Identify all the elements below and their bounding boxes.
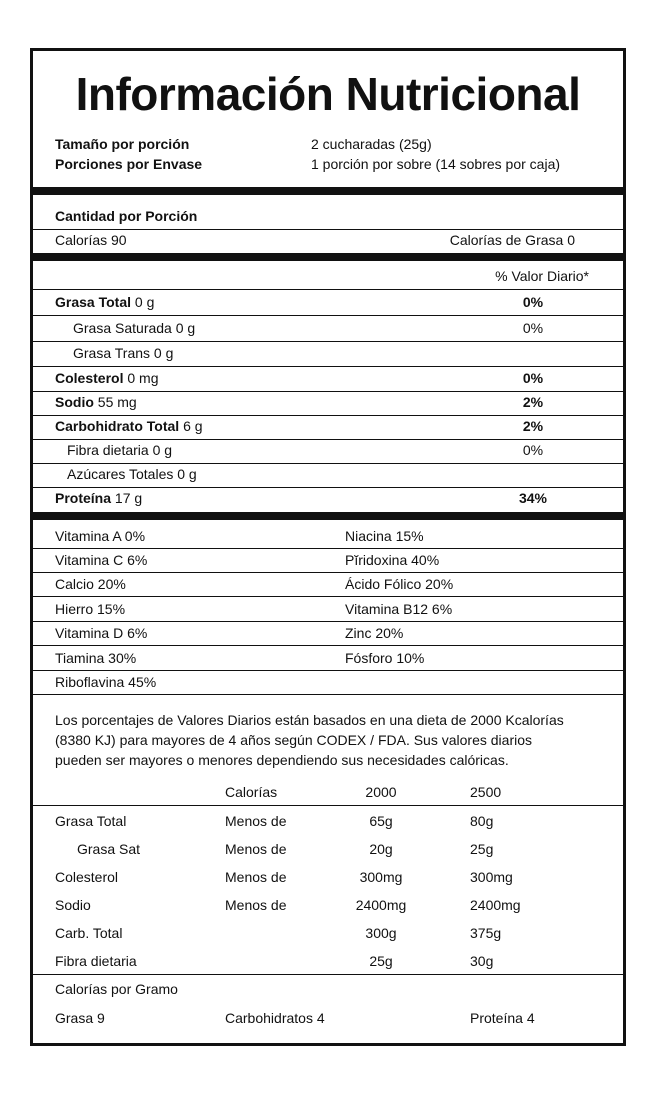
divider (33, 694, 623, 695)
ref-row-2000: 300mg (359, 869, 403, 885)
ref-row-label: Fibra dietaria (55, 953, 137, 969)
ref-row-qualifier: Menos de (225, 897, 287, 913)
footnote-line: Los porcentajes de Valores Diarios están basados en una dieta de 2000 Kcalorías (55, 712, 564, 728)
vitamin-item: Pĭridoxina 40% (345, 552, 440, 568)
footnote-line: (8380 KJ) para mayores de 4 años según CODEX / FDA. Sus valores diarios (55, 732, 532, 748)
ref-row-label: Carb. Total (55, 925, 123, 941)
ref-row-label: Grasa Total (55, 813, 127, 829)
divider (33, 572, 623, 573)
vitamin-item: Zinc 20% (345, 625, 404, 641)
nutrient-total-carbohydrate: Carbohidrato Total 6 g (55, 418, 203, 434)
divider (33, 463, 623, 464)
nutrient-trans-fat: Grasa Trans 0 g (73, 345, 174, 361)
divider (33, 805, 623, 806)
calories-per-gram-carbs: Carbohidratos 4 (225, 1010, 325, 1026)
divider (33, 341, 623, 342)
dv-saturated-fat: 0% (522, 320, 544, 336)
label-title: Información Nutricional (75, 68, 581, 120)
divider (33, 596, 623, 597)
divider (33, 315, 623, 316)
serving-size-value: 2 cucharadas (25g) (311, 136, 432, 152)
ref-row-2500: 2400mg (470, 897, 521, 913)
ref-row-2000: 300g (365, 925, 397, 941)
ref-row-qualifier: Menos de (225, 869, 287, 885)
divider (33, 391, 623, 392)
ref-row-2000: 20g (369, 841, 393, 857)
dv-cholesterol: 0% (522, 370, 544, 386)
divider (33, 548, 623, 549)
dv-total-fat: 0% (522, 294, 544, 310)
thick-divider (33, 187, 623, 195)
ref-header-2000: 2000 (365, 784, 397, 800)
nutrient-total-sugars: Azúcares Totales 0 g (67, 466, 197, 482)
ref-row-2500: 300mg (470, 869, 513, 885)
divider (33, 974, 623, 975)
calories-per-gram-header: Calorías por Gramo (55, 981, 178, 997)
vitamin-item: Hierro 15% (55, 601, 126, 617)
divider (33, 670, 623, 671)
vitamin-item: Riboflavina 45% (55, 674, 157, 690)
nutrition-label (30, 48, 626, 1046)
calories: Calorías 90 (55, 232, 127, 248)
ref-row-2500: 375g (470, 925, 502, 941)
divider (33, 621, 623, 622)
vitamin-item: Calcio 20% (55, 576, 126, 592)
ref-row-2500: 30g (470, 953, 494, 969)
nutrient-cholesterol: Colesterol 0 mg (55, 370, 159, 386)
ref-row-2500: 25g (470, 841, 494, 857)
vitamin-item: Tiamina 30% (55, 650, 137, 666)
nutrient-protein: Proteína 17 g (55, 490, 143, 506)
ref-row-2000: 2400mg (355, 897, 407, 913)
divider (33, 415, 623, 416)
calories-from-fat: Calorías de Grasa 0 (449, 232, 575, 248)
dv-dietary-fiber: 0% (522, 442, 544, 458)
nutrient-total-fat: Grasa Total 0 g (55, 294, 155, 310)
servings-per-container-label: Porciones por Envase (55, 156, 203, 172)
ref-row-label: Colesterol (55, 869, 119, 885)
ref-row-2000: 65g (369, 813, 393, 829)
ref-row-2000: 25g (369, 953, 393, 969)
serving-size-label: Tamaño por porción (55, 136, 190, 152)
divider (33, 289, 623, 290)
divider (33, 487, 623, 488)
dv-total-carbohydrate: 2% (522, 418, 544, 434)
servings-per-container-value: 1 porción por sobre (14 sobres por caja) (311, 156, 561, 172)
ref-header-calories: Calorías (225, 784, 278, 800)
thick-divider (33, 253, 623, 261)
divider (33, 229, 623, 230)
vitamin-item: Vitamina B12 6% (345, 601, 453, 617)
ref-row-label: Sodio (55, 897, 91, 913)
daily-value-header: % Valor Diario* (495, 268, 589, 284)
calories-per-gram-fat: Grasa 9 (55, 1010, 105, 1026)
vitamin-item: Vitamina A 0% (55, 528, 146, 544)
dv-protein: 34% (518, 490, 548, 506)
thick-divider (33, 512, 623, 520)
ref-header-2500: 2500 (470, 784, 502, 800)
nutrient-sodium: Sodio 55 mg (55, 394, 137, 410)
divider (33, 439, 623, 440)
calories-per-gram-protein: Proteína 4 (470, 1010, 535, 1026)
nutrient-dietary-fiber: Fibra dietaria 0 g (67, 442, 173, 458)
ref-row-qualifier: Menos de (225, 813, 287, 829)
ref-row-qualifier: Menos de (225, 841, 287, 857)
nutrient-saturated-fat: Grasa Saturada 0 g (73, 320, 196, 336)
vitamin-item: Niacina 15% (345, 528, 424, 544)
ref-row-2500: 80g (470, 813, 494, 829)
amount-per-serving-header: Cantidad por Porción (55, 208, 198, 224)
vitamin-item: Ácido Fólico 20% (345, 576, 454, 592)
footnote-line: pueden ser mayores o menores dependiendo sus necesidades calóricas. (55, 752, 509, 768)
ref-row-label: Grasa Sat (77, 841, 141, 857)
divider (33, 366, 623, 367)
vitamin-item: Vitamina C 6% (55, 552, 148, 568)
divider (33, 645, 623, 646)
vitamin-item: Fósforo 10% (345, 650, 425, 666)
vitamin-item: Vitamina D 6% (55, 625, 148, 641)
dv-sodium: 2% (522, 394, 544, 410)
